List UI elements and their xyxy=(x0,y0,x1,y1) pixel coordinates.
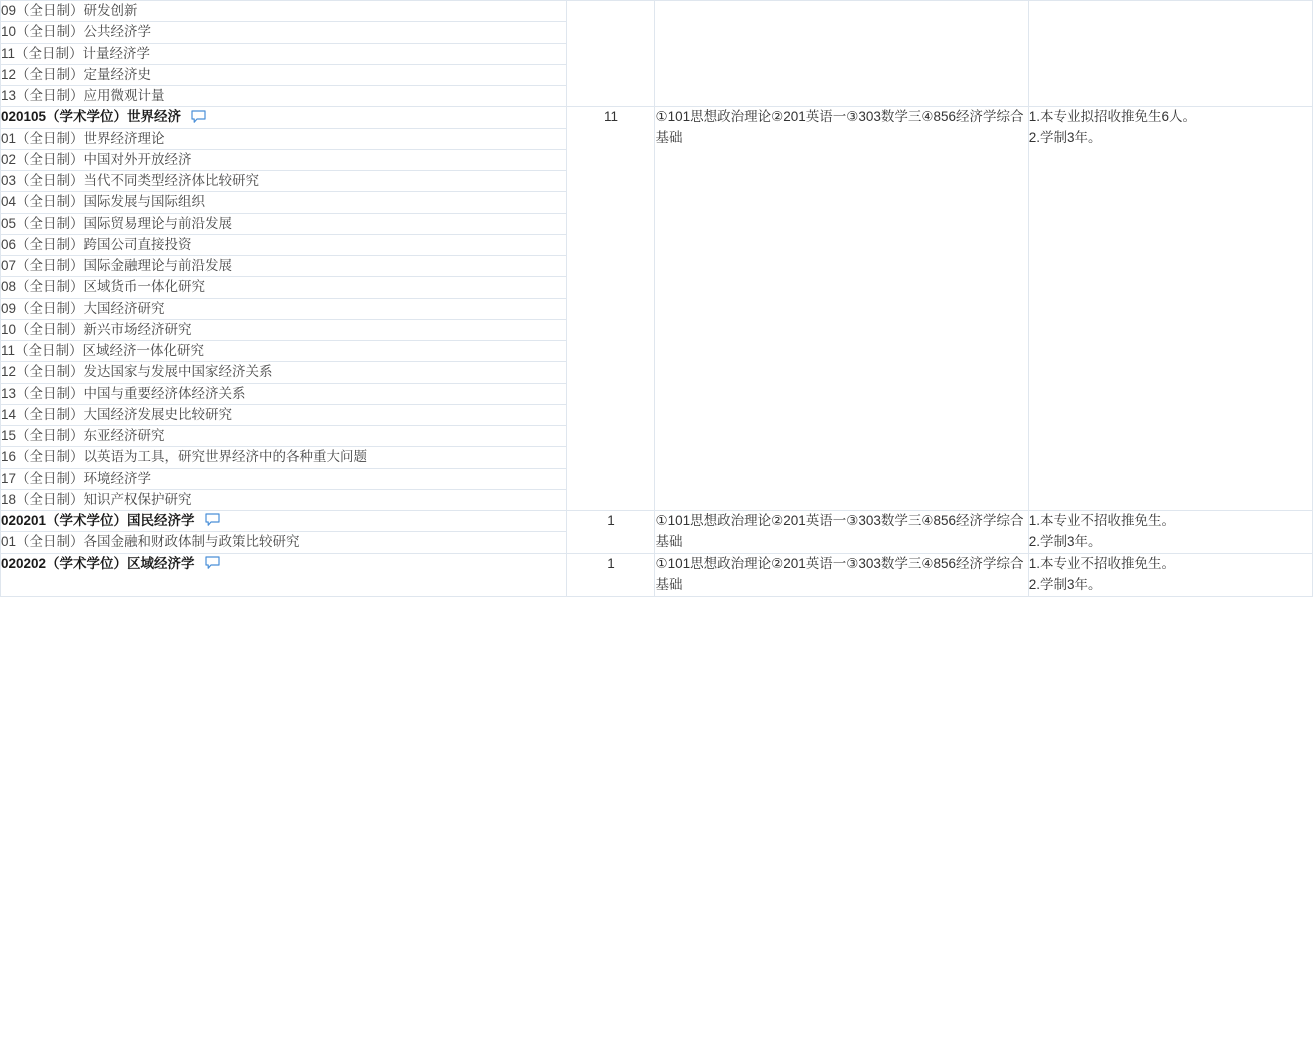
subject-cell: ①101思想政治理论②201英语一③303数学三④856经济学综合基础 xyxy=(655,511,1028,554)
direction-cell: 04（全日制）国际发展与国际组织 xyxy=(1,192,567,213)
note-line: 1.本专业不招收推免生。 xyxy=(1028,555,1176,571)
table-row-major xyxy=(1,107,1313,128)
direction-cell: 15（全日制）东亚经济研究 xyxy=(1,426,567,447)
note-cell-continued xyxy=(1028,1,1312,107)
count-cell: 11 xyxy=(567,107,655,511)
major-name: 020202（学术学位）区域经济学 xyxy=(1,555,195,571)
direction-cell: 01（全日制）世界经济理论 xyxy=(1,128,567,149)
note-cell xyxy=(1028,553,1312,596)
table-body xyxy=(1,1,1313,597)
note-line: 1.本专业拟招收推免生6人。 xyxy=(1028,109,1197,125)
major-name-cell xyxy=(1,107,567,128)
direction-cell: 13（全日制）中国与重要经济体经济关系 xyxy=(1,383,567,404)
table-row-major xyxy=(1,553,1313,596)
direction-cell: 18（全日制）知识产权保护研究 xyxy=(1,489,567,510)
speech-bubble-icon[interactable] xyxy=(205,513,220,527)
note-line: 2.学制3年。 xyxy=(1028,576,1102,592)
direction-cell: 05（全日制）国际贸易理论与前沿发展 xyxy=(1,213,567,234)
count-cell-continued xyxy=(567,1,655,107)
subject-cell: ①101思想政治理论②201英语一③303数学三④856经济学综合基础 xyxy=(655,553,1028,596)
subject-cell: ①101思想政治理论②201英语一③303数学三④856经济学综合基础 xyxy=(655,107,1028,511)
direction-cell: 03（全日制）当代不同类型经济体比较研究 xyxy=(1,171,567,192)
direction-cell: 08（全日制）区域货币一体化研究 xyxy=(1,277,567,298)
major-name: 020105（学术学位）世界经济 xyxy=(1,109,182,125)
direction-cell: 11（全日制）区域经济一体化研究 xyxy=(1,341,567,362)
direction-cell: 12（全日制）定量经济史 xyxy=(1,64,567,85)
subject-cell-continued xyxy=(655,1,1028,107)
direction-cell: 09（全日制）研发创新 xyxy=(1,1,567,22)
speech-bubble-icon[interactable] xyxy=(191,110,206,124)
direction-cell: 01（全日制）各国金融和财政体制与政策比较研究 xyxy=(1,532,567,553)
note-line: 2.学制3年。 xyxy=(1028,533,1102,549)
major-name-cell xyxy=(1,553,567,596)
note-line: 2.学制3年。 xyxy=(1028,130,1102,146)
direction-cell: 14（全日制）大国经济发展史比较研究 xyxy=(1,404,567,425)
direction-cell: 17（全日制）环境经济学 xyxy=(1,468,567,489)
count-cell: 1 xyxy=(567,553,655,596)
direction-cell: 10（全日制）新兴市场经济研究 xyxy=(1,319,567,340)
note-cell xyxy=(1028,107,1312,511)
direction-cell: 09（全日制）大国经济研究 xyxy=(1,298,567,319)
direction-cell: 02（全日制）中国对外开放经济 xyxy=(1,149,567,170)
note-cell xyxy=(1028,511,1312,554)
direction-cell: 16（全日制）以英语为工具，研究世界经济中的各种重大问题 xyxy=(1,447,567,468)
note-line: 1.本专业不招收推免生。 xyxy=(1028,513,1176,528)
direction-cell: 10（全日制）公共经济学 xyxy=(1,22,567,43)
direction-cell: 12（全日制）发达国家与发展中国家经济关系 xyxy=(1,362,567,383)
count-cell: 1 xyxy=(567,511,655,554)
direction-cell: 11（全日制）计量经济学 xyxy=(1,43,567,64)
direction-cell: 13（全日制）应用微观计量 xyxy=(1,86,567,107)
major-name-cell xyxy=(1,511,567,532)
table-row xyxy=(1,1,1313,22)
speech-bubble-icon[interactable] xyxy=(205,556,220,570)
direction-cell: 07（全日制）国际金融理论与前沿发展 xyxy=(1,256,567,277)
direction-cell: 06（全日制）跨国公司直接投资 xyxy=(1,234,567,255)
major-name: 020201（学术学位）国民经济学 xyxy=(1,513,195,528)
table-row-major xyxy=(1,511,1313,532)
